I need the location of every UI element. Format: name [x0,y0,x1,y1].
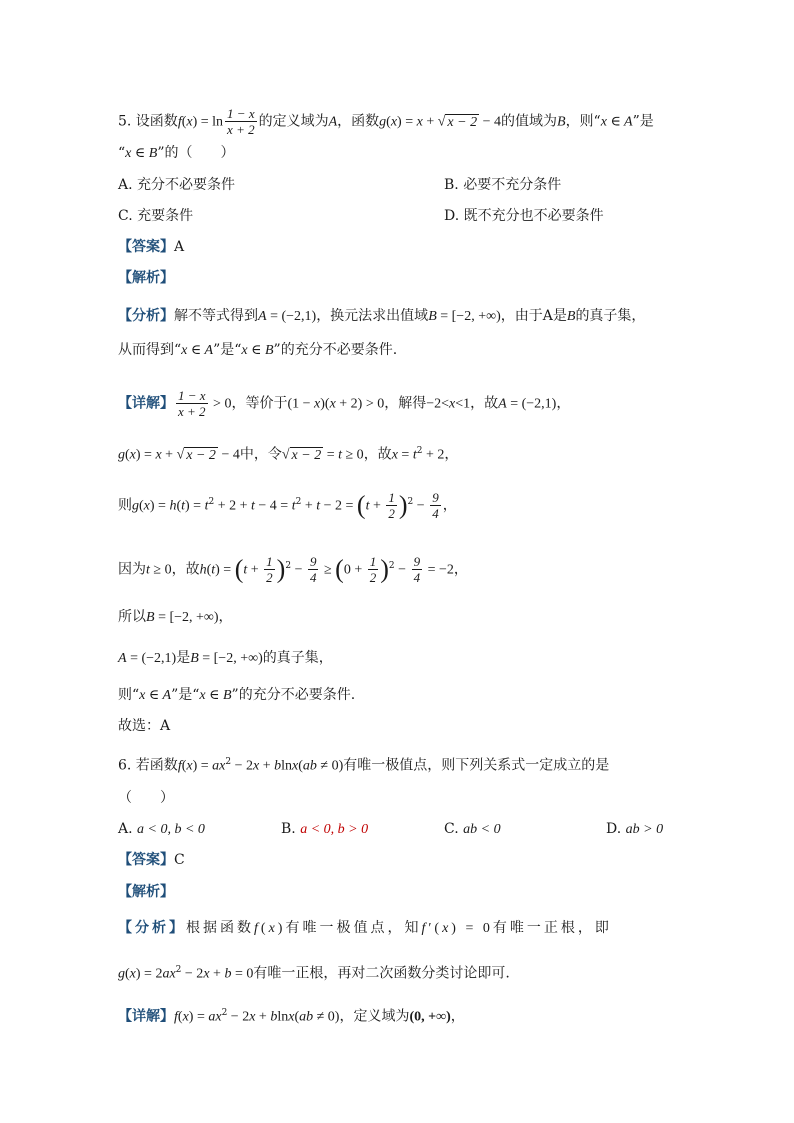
q5-xiangjie-6: A = (−2,1)是B = [−2, +∞)的真子集， [118,650,333,666]
q5-xiangjie-4: 因为t ≥ 0，故h(t) = (t + $\frac{1}{2}$ )$^2$ − $\frac{9}{4}$ ≥ (0 + $\frac{1}{2}$ )$^2$ − $\frac{9}{4}$ = −2， [118,554,468,585]
q5-option-a: A. 充分不必要条件 [118,177,236,193]
q5-xiangjie-1: 【详解】 $\frac{1 - x}{x + 2}$ > 0，等价于(1 − x)(x + 2) > 0，解得−2<x<1，故A = (−2,1)， [118,388,571,419]
q5-stem-line2: “x ∈ B”的（ ） [118,145,235,161]
q5-stem: 5. 设函数f(x) = ln $\frac{1 - x}{x + 2}$ 的定义域为A，函数g(x) = x + √ x − 2 − 4的值域为B，则“x ∈ A”是 [118,106,654,137]
q5-xiangjie-3: 则$g(x) = h(t) = t^2 + 2 + t - 4 = t^2 + t - 2 = (t$ + $\frac{1}{2}$ )$^2$ − $\frac{9}{4}$ ， [118,490,457,521]
q6-stem-line2: （ ） [118,790,174,806]
q6-option-b: B. a < 0, b > 0 [281,821,369,837]
q6-option-d: D. ab > 0 [606,821,664,837]
q6-fenxi: 【分析】根据函数f(x)有唯一极值点，知f′(x) = 0有唯一正根，即 [118,920,612,936]
q5-option-b: B. 必要不充分条件 [444,177,562,193]
q6-option-a: A. a < 0, b < 0 [118,821,205,837]
q5-option-d: D. 既不充分也不必要条件 [444,208,604,224]
q5-xiangjie-2: g(x) = x + √ x − 2 − 4中，令√ x − 2 = t ≥ 0，故$x = t^2 + 2$， [118,446,459,463]
q5-choice: 故选：A [118,718,171,734]
q5-fenxi-line2: 从而得到“x ∈ A”是“x ∈ B”的充分不必要条件. [118,342,398,358]
q6-xiangjie-1: 【详解】$f(x) = ax^2 - 2x + blnx(ab \ne 0)$，定义域为(0, +∞)， [118,1008,465,1025]
q6-analysis-tag: 【解析】 [118,884,174,900]
q5-analysis-tag: 【解析】 [118,270,174,286]
q6-option-c: C. ab < 0 [444,821,501,837]
q5-option-c: C. 充要条件 [118,208,194,224]
q5-fenxi: 【分析】解不等式得到A = (−2,1)，换元法求出值域B = [−2, +∞)，由于A是B的真子集， [118,308,646,324]
q6-answer: 【答案】C [118,852,185,868]
q6-stem: 6. 若函数$f(x) = ax^2 - 2x + blnx(ab \ne 0)$有唯一极值点，则下列关系式一定成立的是 [118,757,610,774]
q6-fenxi-line2: $g(x) = 2ax^2 - 2x + b = 0$有唯一正根，再对二次函数分类讨论即可. [118,965,510,982]
q5-xiangjie-7: 则“x ∈ A”是“x ∈ B”的充分不必要条件. [118,687,356,703]
q5-answer: 【答案】A [118,239,185,255]
q5-xiangjie-5: 所以B = [−2, +∞)， [118,609,233,625]
